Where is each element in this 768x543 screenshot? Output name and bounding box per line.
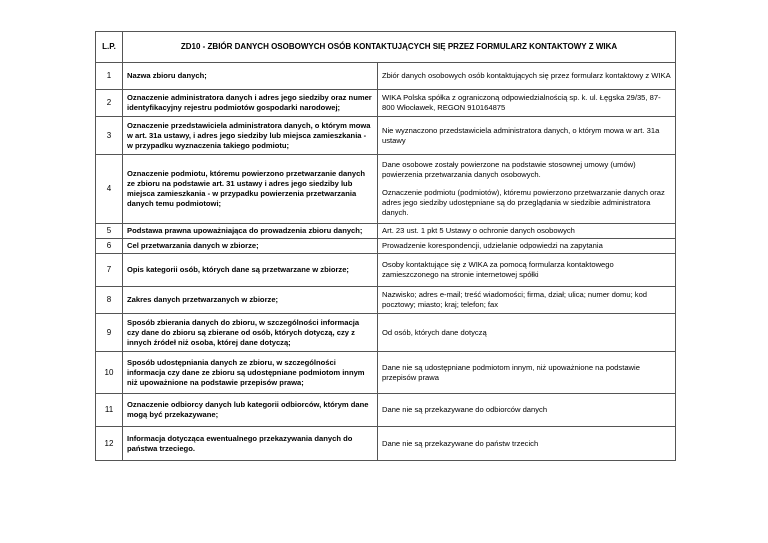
row-label: Zakres danych przetwarzanych w zbiorze;: [123, 287, 378, 314]
row-value: Nie wyznaczono przedstawiciela administratora danych, o którym mowa w art. 31a ustawy: [378, 117, 676, 155]
table-row: [96, 155, 676, 224]
row-value: Dane nie są przekazywane do odbiorców danych: [378, 394, 676, 427]
lp-header: L.P.: [96, 32, 123, 63]
row-number: 11: [96, 394, 123, 427]
row-number: 5: [96, 224, 123, 239]
table-title: ZD10 - ZBIÓR DANYCH OSOBOWYCH OSÓB KONTAKTUJĄCYCH SIĘ PRZEZ FORMULARZ KONTAKTOWY Z WIKA: [123, 32, 676, 63]
row-label: Sposób zbierania danych do zbioru, w szczególności informacja czy dane do zbioru są zbierane od osób, których dotyczą, czy z innych źródeł niż osoba, której dane dotyczą;: [123, 314, 378, 352]
row-label: Opis kategorii osób, których dane są przetwarzane w zbiorze;: [123, 254, 378, 287]
row-number: 10: [96, 352, 123, 394]
row-number: 8: [96, 287, 123, 314]
row-value: Osoby kontaktujące się z WIKA za pomocą formularza kontaktowego zamieszczonego na stronie internetowej spółki: [378, 254, 676, 287]
row-value: Prowadzenie korespondencji, udzielanie odpowiedzi na zapytania: [378, 239, 676, 254]
row-value: Zbiór danych osobowych osób kontaktujących się przez formularz kontaktowy z WIKA: [378, 63, 676, 90]
row-label: Oznaczenie administratora danych i adres jego siedziby oraz numer identyfikacyjny rejestru podmiotów gospodarki narodowej;: [123, 90, 378, 117]
table-row: [96, 224, 676, 239]
data-register-table: [95, 31, 676, 461]
table-row: [96, 63, 676, 90]
row-value-paragraph: Dane osobowe zostały powierzone na podstawie stosownej umowy (umów) powierzenia przetwarzania danych osobowych.: [382, 160, 636, 179]
table-row: [96, 394, 676, 427]
row-number: 9: [96, 314, 123, 352]
table-row: [96, 352, 676, 394]
table-row: [96, 90, 676, 117]
row-value-paragraph: Oznaczenie podmiotu (podmiotów), któremu powierzono przetwarzanie danych oraz adres jego siedziby udostępniane są do przeglądania w siedzibie administratora danych.: [382, 188, 665, 217]
table-row: [96, 314, 676, 352]
table-row: [96, 239, 676, 254]
row-value: WIKA Polska spółka z ograniczoną odpowiedzialnością sp. k. ul. Łęgska 29/35, 87-800 Włocławek, REGON 910164875: [378, 90, 676, 117]
row-value: Od osób, których dane dotyczą: [378, 314, 676, 352]
table-row: [96, 117, 676, 155]
row-label: Informacja dotycząca ewentualnego przekazywania danych do państwa trzeciego.: [123, 427, 378, 461]
row-number: 1: [96, 63, 123, 90]
row-value: Art. 23 ust. 1 pkt 5 Ustawy o ochronie danych osobowych: [378, 224, 676, 239]
data-register-sheet: [95, 31, 676, 461]
table-row: [96, 427, 676, 461]
row-number: 12: [96, 427, 123, 461]
table-row: [96, 254, 676, 287]
row-value: Dane nie są udostępniane podmiotom innym, niż upoważnione na podstawie przepisów prawa: [378, 352, 676, 394]
row-label: Oznaczenie przedstawiciela administratora danych, o którym mowa w art. 31a ustawy, i adres jego siedziby lub miejsca zamieszkania - w przypadku wyznaczenia takiego podmiotu;: [123, 117, 378, 155]
table-header-row: [96, 32, 676, 63]
table-row: [96, 287, 676, 314]
row-number: 3: [96, 117, 123, 155]
row-label: Cel przetwarzania danych w zbiorze;: [123, 239, 378, 254]
row-value: Nazwisko; adres e-mail; treść wiadomości; firma, dział; ulica; numer domu; kod pocztowy; miasto; kraj; telefon; fax: [378, 287, 676, 314]
row-label: Sposób udostępniania danych ze zbioru, w szczególności informacja czy dane ze zbioru są udostępniane podmiotom innym niż upoważnione na podstawie przepisów prawa;: [123, 352, 378, 394]
row-number: 7: [96, 254, 123, 287]
row-label: Nazwa zbioru danych;: [123, 63, 378, 90]
row-value: [378, 155, 676, 224]
row-label: Podstawa prawna upoważniająca do prowadzenia zbioru danych;: [123, 224, 378, 239]
row-label: Oznaczenie odbiorcy danych lub kategorii odbiorców, którym dane mogą być przekazywane;: [123, 394, 378, 427]
row-number: 4: [96, 155, 123, 224]
row-number: 2: [96, 90, 123, 117]
row-value: Dane nie są przekazywane do państw trzecich: [378, 427, 676, 461]
row-label: Oznaczenie podmiotu, któremu powierzono przetwarzanie danych ze zbioru na podstawie art. 31 ustawy i adres jego siedziby lub miejsca zamieszkania - w przypadku powierzenia przetwarzania danych temu podmiotowi;: [123, 155, 378, 224]
row-number: 6: [96, 239, 123, 254]
